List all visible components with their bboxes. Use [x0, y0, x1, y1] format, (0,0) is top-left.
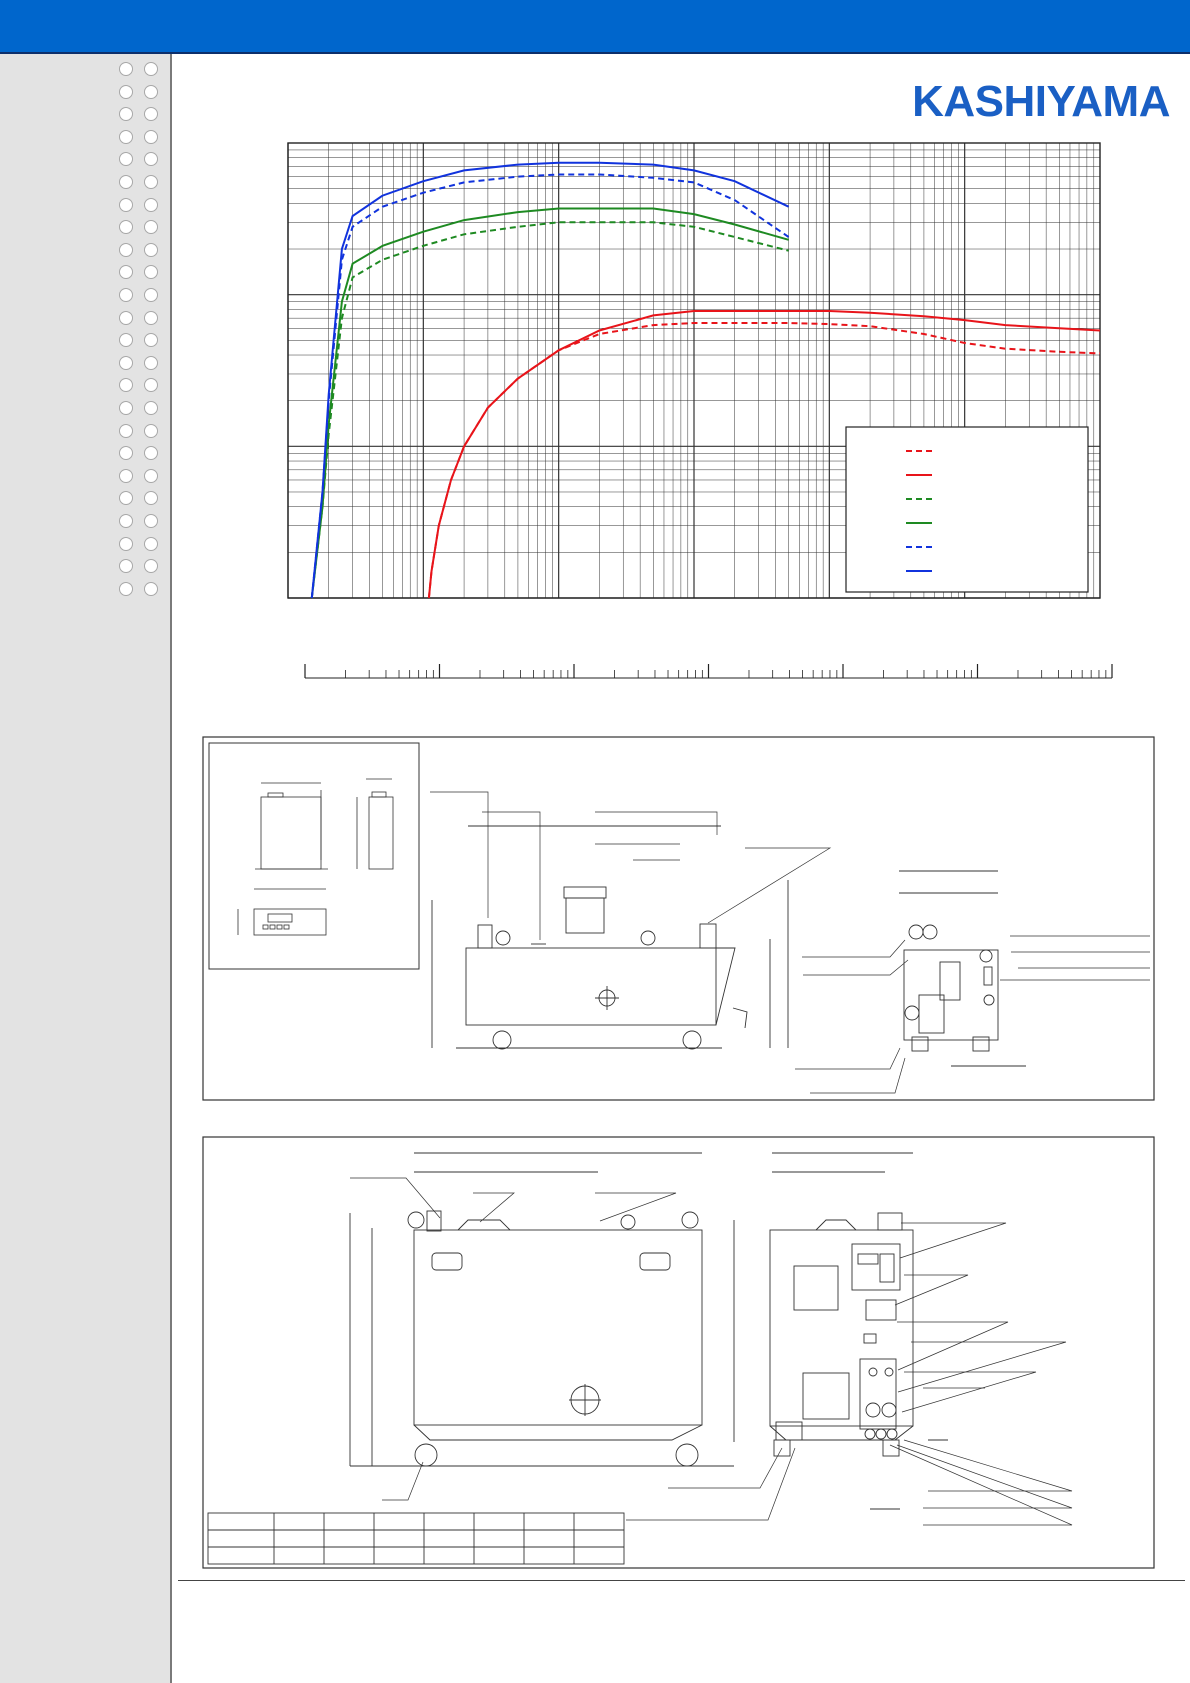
pump-top-view	[350, 1153, 734, 1466]
controller-side-view	[357, 779, 393, 869]
top-drawing-panel	[203, 737, 1154, 1100]
controller-panel-view	[238, 889, 326, 935]
pump-rear-view	[770, 1153, 948, 1509]
pump-end-view	[899, 871, 1026, 1066]
controller-front-view	[255, 783, 328, 869]
bottom-drawing-panel	[203, 1137, 1154, 1568]
brand-logo: KASHIYAMA	[912, 77, 1170, 126]
footer-rule	[178, 1580, 1185, 1581]
pump-side-view	[432, 826, 788, 1049]
spec-table	[208, 1513, 624, 1564]
